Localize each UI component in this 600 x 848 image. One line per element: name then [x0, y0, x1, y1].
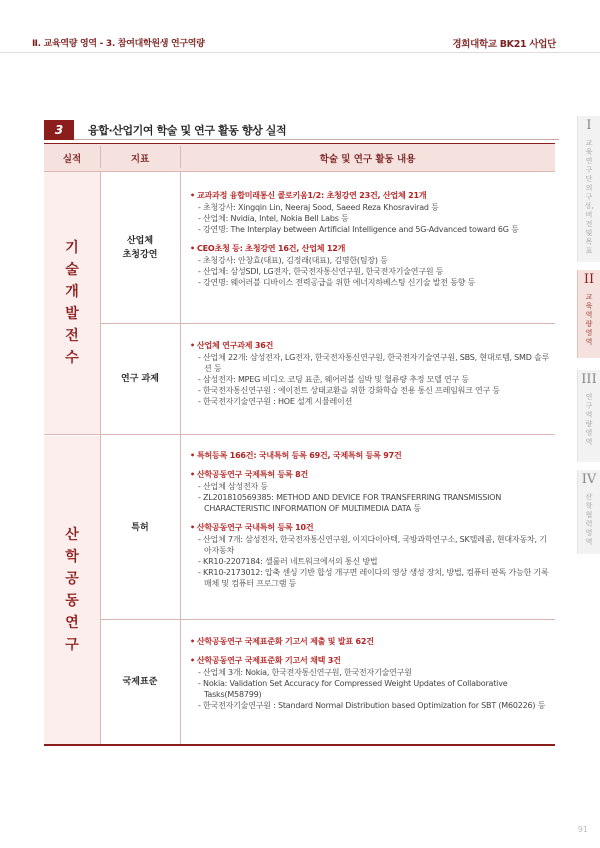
list-item: - 강연명: 웨어러블 디바이스 전력공급을 위한 에너지하베스팅 신기술 발전 동향 등	[198, 278, 476, 287]
table-header-indicator: 지표	[100, 143, 180, 172]
list-item: - 초청강사: Xingqin Lin, Neeraj Sood, Saeed Reza Khosravirad 등	[198, 203, 439, 212]
indicator-cell-invited-lectures	[100, 172, 180, 324]
side-tab-number: II	[583, 272, 595, 287]
list-item: - Nokia: Validation Set Accuracy for Compressed Weight Updates of Collaborative Tasks(M58799)	[198, 679, 508, 699]
group-heading	[190, 190, 550, 201]
list-item: - 강연명: The Interplay between Artificial Intelligence and 5G-Advanced toward 6G 등	[198, 225, 519, 234]
group-title: 특허등록 166건: 국내특허 등록 69건, 국제특허 등록 97건	[197, 451, 402, 460]
content-group	[190, 450, 550, 461]
category-char: 구	[65, 637, 79, 653]
row-divider	[44, 434, 555, 435]
content-group	[190, 522, 550, 589]
bullet-icon: •	[190, 637, 195, 646]
bullet-icon: •	[190, 244, 195, 253]
content-group	[190, 469, 550, 514]
list-item: - 산업체: 삼성SDI, LG전자, 한국전자통신연구원, 한국전자기술연구원 등	[198, 267, 444, 276]
category-char: 전	[65, 328, 79, 344]
indicator-cell-patents	[100, 436, 180, 620]
list-item: - KR10-2207184: 셀룰러 네트워크에서의 통신 방법	[198, 557, 378, 566]
indicator-label: 산업체	[126, 236, 154, 246]
side-tab-number: I	[586, 118, 592, 133]
section-heading	[44, 120, 559, 140]
list-item: - 산업체: Nvidia, Intel, Nokia Bell Labs 등	[198, 214, 349, 223]
group-title: 산학공동연구 국내특허 등록 10건	[197, 523, 314, 532]
side-tab-label: 교육연구단의 구성, 비전 및 목표	[584, 139, 594, 255]
group-title: 교과과정 융합미래통신 콜로키움1/2: 초청강연 23건, 산업체 21개	[197, 191, 427, 200]
side-tab-2[interactable]	[577, 270, 600, 358]
indicator-cell-research-projects	[100, 324, 180, 434]
list-item: - 산업체 7개: 삼성전자, 한국전자통신연구원, 이지다이아텍, 국방과학연구소, SK텔레콤, 현대자동차, 기아자동차	[198, 535, 547, 555]
section-underline	[74, 139, 559, 140]
content-cell-research-projects	[190, 340, 550, 412]
content-group	[190, 636, 550, 647]
category-char: 개	[65, 284, 79, 300]
group-heading	[190, 636, 550, 647]
list-item: - 한국전자통신연구원 : 에이전트 상태교환을 위한 강화학습 전용 통신 프레임워크 연구 등	[198, 386, 500, 395]
indicator-cell-standards	[100, 620, 180, 744]
bullet-icon: •	[190, 341, 195, 350]
category-char: 동	[65, 593, 79, 609]
indicator-label: 특허	[131, 523, 149, 533]
content-group	[190, 655, 550, 711]
list-item: - 산업체 삼성전자 등	[198, 482, 268, 491]
side-tab-4[interactable]	[577, 470, 600, 554]
row-divider	[100, 619, 555, 620]
header-divider	[0, 52, 600, 53]
content-cell-invited-lectures	[190, 190, 550, 293]
side-tab-label: 산학협력 영역	[585, 493, 593, 546]
group-heading	[190, 450, 550, 461]
group-title: 산학공동연구 국제특허 등록 8건	[197, 470, 308, 479]
section-number-badge: 3	[44, 120, 74, 140]
list-item: - ZL201810569385: METHOD AND DEVICE FOR TRANSFERRING TRANSMISSION CHARACTERISTIC INFORMATION OF MULTIMEDIA DATA 등	[198, 493, 502, 513]
category-char: 산	[65, 527, 79, 543]
category-char: 공	[65, 571, 79, 587]
group-heading	[190, 655, 550, 666]
indicator-label: 국제표준	[122, 677, 158, 687]
bullet-icon: •	[190, 470, 195, 479]
running-header-left: Ⅱ. 교육역량 영역 - 3. 참여대학원생 연구역량	[32, 39, 205, 49]
running-header-right: 경희대학교 BK21 사업단	[452, 39, 556, 50]
table-header-content: 학술 및 연구 활동 내용	[180, 143, 555, 172]
bullet-icon: •	[190, 656, 195, 665]
side-tab-label: 연구역량 영역	[585, 393, 593, 446]
bullet-icon: •	[190, 191, 195, 200]
list-item: - 삼성전자: MPEG 비디오 코딩 표준, 웨어러블 심박 및 혈류량 추정 모델 연구 등	[198, 375, 469, 384]
group-title: 산학공동연구 국제표준화 기고서 채택 3건	[197, 656, 341, 665]
table-bottom-border	[44, 744, 555, 746]
category-char: 술	[65, 262, 79, 278]
header-separator	[180, 146, 181, 168]
section-title: 융합·산업기여 학술 및 연구 활동 향상 실적	[88, 124, 287, 137]
bullet-icon: •	[190, 451, 195, 460]
category-char: 발	[65, 306, 79, 322]
list-item: - 한국전자기술연구원 : Standard Normal Distribution based Optimization for SBT (M60226) 등	[198, 701, 546, 710]
list-item: - 산업체 22개: 삼성전자, LG전자, 한국전자통신연구원, 한국전자기술연구원, SBS, 현대로템, SMD 솔루션 등	[198, 353, 550, 373]
category-char: 기	[65, 240, 79, 256]
page-number: 91	[577, 825, 588, 834]
indicator-label: 초청강연	[122, 250, 158, 260]
content-cell-standards	[190, 636, 550, 716]
content-group	[190, 190, 550, 235]
side-tab-3[interactable]	[577, 370, 600, 462]
content-group	[190, 340, 550, 407]
side-tab-number: IV	[581, 472, 597, 487]
group-title: CEO초청 등: 초청강연 16건, 산업체 12개	[197, 244, 346, 253]
header-separator	[100, 146, 101, 168]
column-divider	[100, 172, 101, 744]
group-heading	[190, 243, 550, 254]
group-heading	[190, 522, 550, 533]
list-item: - 한국전자기술연구원 : HOE 설계 시뮬레이션	[198, 397, 353, 406]
group-title: 산학공동연구 국제표준화 기고서 제출 및 발표 62건	[197, 637, 374, 646]
category-char: 학	[65, 549, 79, 565]
content-group	[190, 243, 550, 288]
side-tab-1[interactable]	[577, 116, 600, 262]
bullet-icon: •	[190, 523, 195, 532]
category-char: 수	[65, 350, 79, 366]
group-heading	[190, 340, 550, 351]
side-tab-number: III	[581, 372, 597, 387]
category-cell-industry-research	[44, 436, 100, 744]
indicator-label: 연구 과제	[121, 374, 159, 384]
category-cell-tech-transfer	[44, 172, 100, 434]
content-cell-patents	[190, 450, 550, 594]
row-divider	[100, 323, 555, 324]
category-char: 연	[65, 615, 79, 631]
list-item: - 산업체 3개: Nokia, 한국전자통신연구원, 한국전자기술연구원	[198, 668, 412, 677]
group-title: 산업체 연구과제 36건	[197, 341, 274, 350]
group-heading	[190, 469, 550, 480]
column-divider	[180, 172, 181, 744]
list-item: - KR10-2173012: 압축 센싱 기반 합성 개구면 레이다의 영상 생성 장치, 방법, 컴퓨터 판독 가능한 기록 매체 및 컴퓨터 프로그램 등	[198, 568, 549, 588]
table-header-result: 실적	[44, 143, 100, 172]
list-item: - 초청강사: 안창효(대표), 김정래(대표), 김명한(팀장) 등	[198, 256, 388, 265]
side-tab-label: 교육역량 영역	[585, 293, 593, 346]
